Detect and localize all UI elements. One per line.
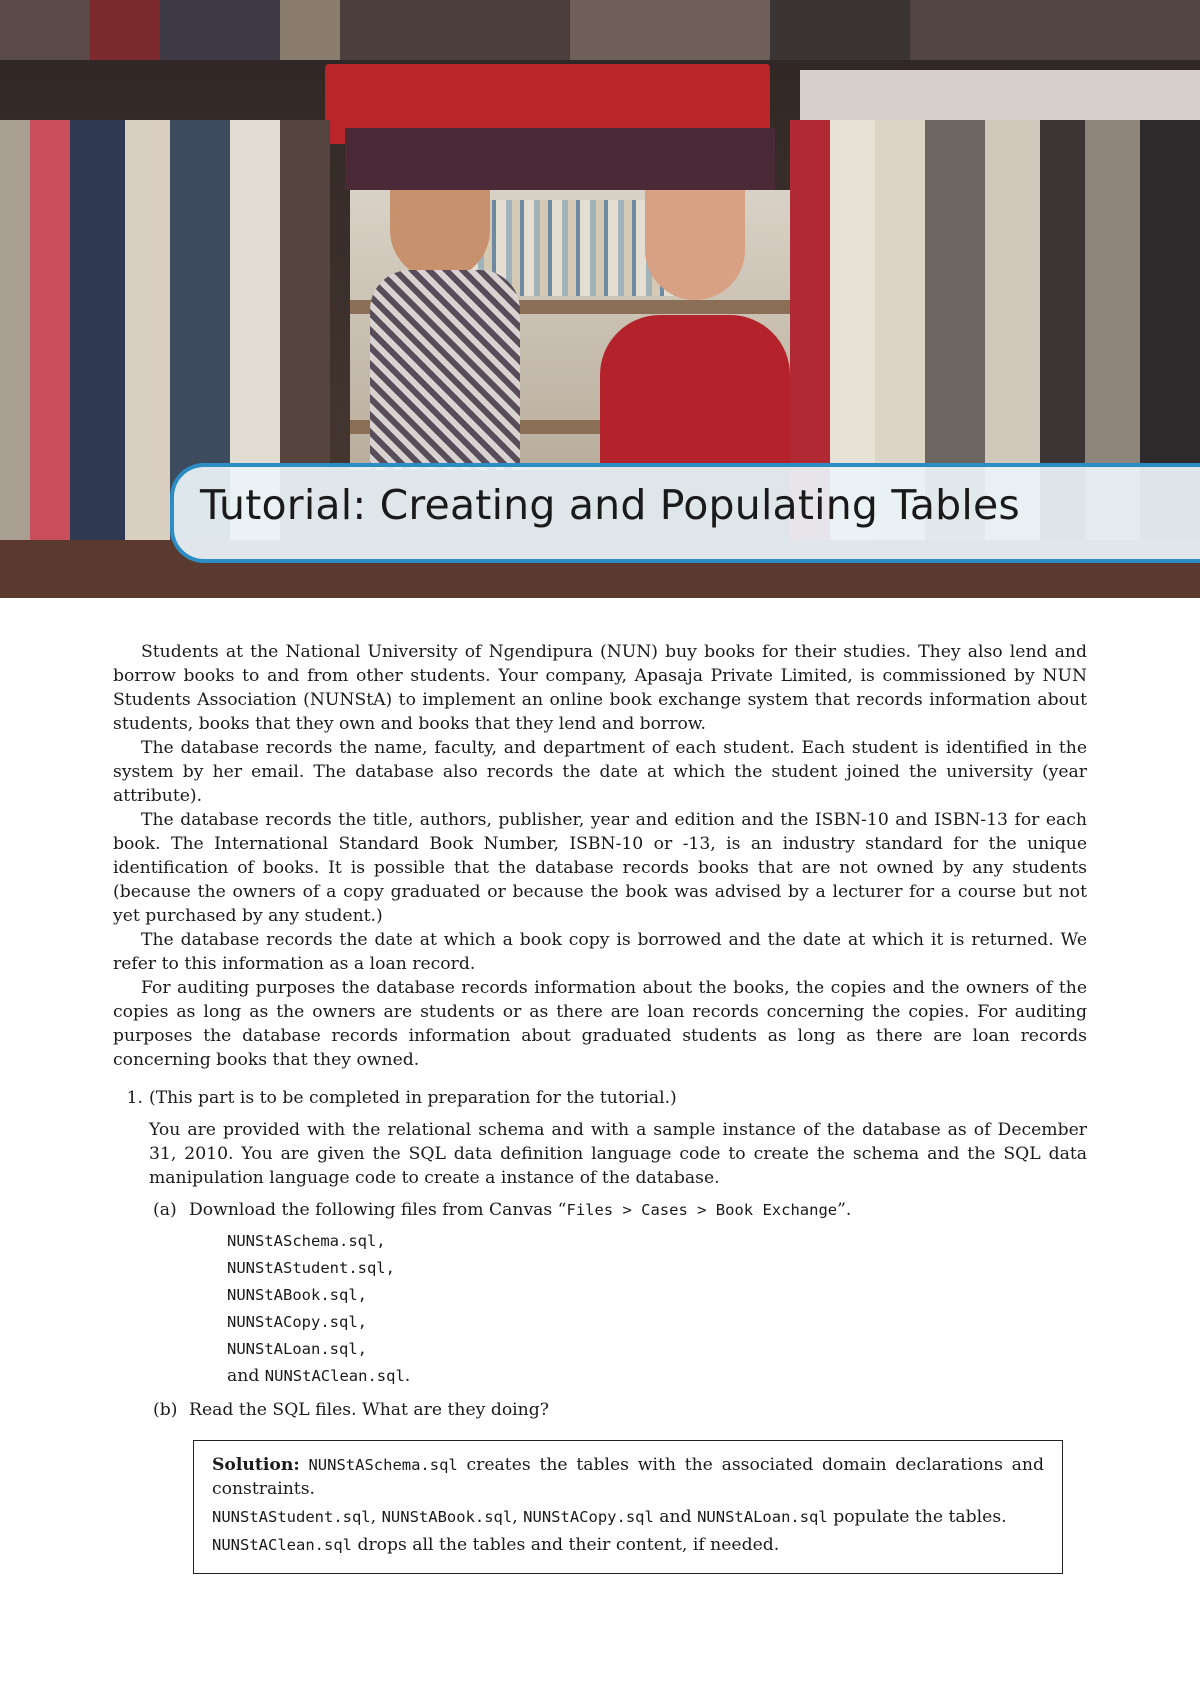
subquestion-text: Read the SQL files. What are they doing? [189,1400,549,1420]
file-list [227,1228,1087,1390]
paragraph: The database records the date at which a book copy is borrowed and the date at which it is returned. We refer to this information as a loan record. [113,930,1087,974]
file-name-last: and NUNStAClean.sql. [227,1366,411,1386]
question-list [113,1086,1087,1422]
woman [600,190,790,470]
page-title: Tutorial: Creating and Populating Tables [200,481,1020,529]
question-1 [113,1086,1087,1422]
man [370,190,520,470]
solution-label: Solution: [212,1455,300,1475]
question-number: 1. [126,1088,143,1108]
file-name: NUNStACopy.sql, [227,1313,367,1331]
question-intro: (This part is to be completed in preparation for the tutorial.) [149,1088,677,1108]
file-name: NUNStALoan.sql, [227,1340,367,1358]
download-instruction: Download the following files from Canvas “ [189,1200,567,1220]
solution-line-3: NUNStAClean.sql drops all the tables and their content, if needed. [212,1535,780,1555]
paragraph: The database records the title, authors, publisher, year and edition and the ISBN-10 and ISBN-13 for each book. The International Standard Book Number, ISBN-10 or -13, is an industry standard for the unique identification of books. It is possible that the database records books that are not owned by any students (because the owners of a copy graduated or because the book was advised by a lecturer for a course but not yet purchased by any student.) [113,810,1087,926]
file-name: NUNStASchema.sql, [227,1232,386,1250]
solution-line-1: Solution: NUNStASchema.sql creates the tables with the associated domain declarations and constraints. [212,1455,1044,1499]
subquestion-label: (b) [153,1400,178,1420]
bookshelf-top [0,0,1200,60]
question-text: You are provided with the relational schema and with a sample instance of the database as of December 31, 2010. You are given the SQL data definition language code to create the schema and the SQL data manipulation language code to create a instance of the database. [149,1120,1087,1188]
subquestion-a: (a) Download the following files from Canvas “Files > Cases > Book Exchange”. NUNStASchema.sql, NUNStAStudent.sql, NUNStABook.sql, NUNStACopy.sql, NUNStALoan.sql, and NUNStAClean.sql. [153,1198,1087,1390]
subquestion-b [153,1398,1087,1422]
file-name: NUNStABook.sql, [227,1286,367,1304]
solution-box [193,1440,1063,1574]
canvas-path: Files > Cases > Book Exchange [566,1201,838,1219]
shelf-window [350,190,790,470]
paragraph: Students at the National University of Ngendipura (NUN) buy books for their studies. They also lend and borrow books to and from other students. Your company, Apasaja Private Limited, is commissioned by NUN Students Association (NUNStA) to implement an online book exchange system that records information about students, books that they own and books that they lend and borrow. [113,642,1087,734]
paragraph: For auditing purposes the database records information about the books, the copies and the owners of the copies as long as the owners are students or as there are loan records concerning the copies. For auditing purposes the database records information about graduated students as long as there are loan records concerning books that they owned. [113,978,1087,1070]
subquestion-label: (a) [153,1200,177,1220]
solution-line-2: NUNStAStudent.sql, NUNStABook.sql, NUNStACopy.sql and NUNStALoan.sql populate the tables. [212,1507,1007,1527]
file-name: NUNStAStudent.sql, [227,1259,395,1277]
paragraph: The database records the name, faculty, and department of each student. Each student is identified in the system by her email. The database also records the date at which the student joined the university (year attribute). [113,738,1087,806]
document-body [113,640,1087,1574]
